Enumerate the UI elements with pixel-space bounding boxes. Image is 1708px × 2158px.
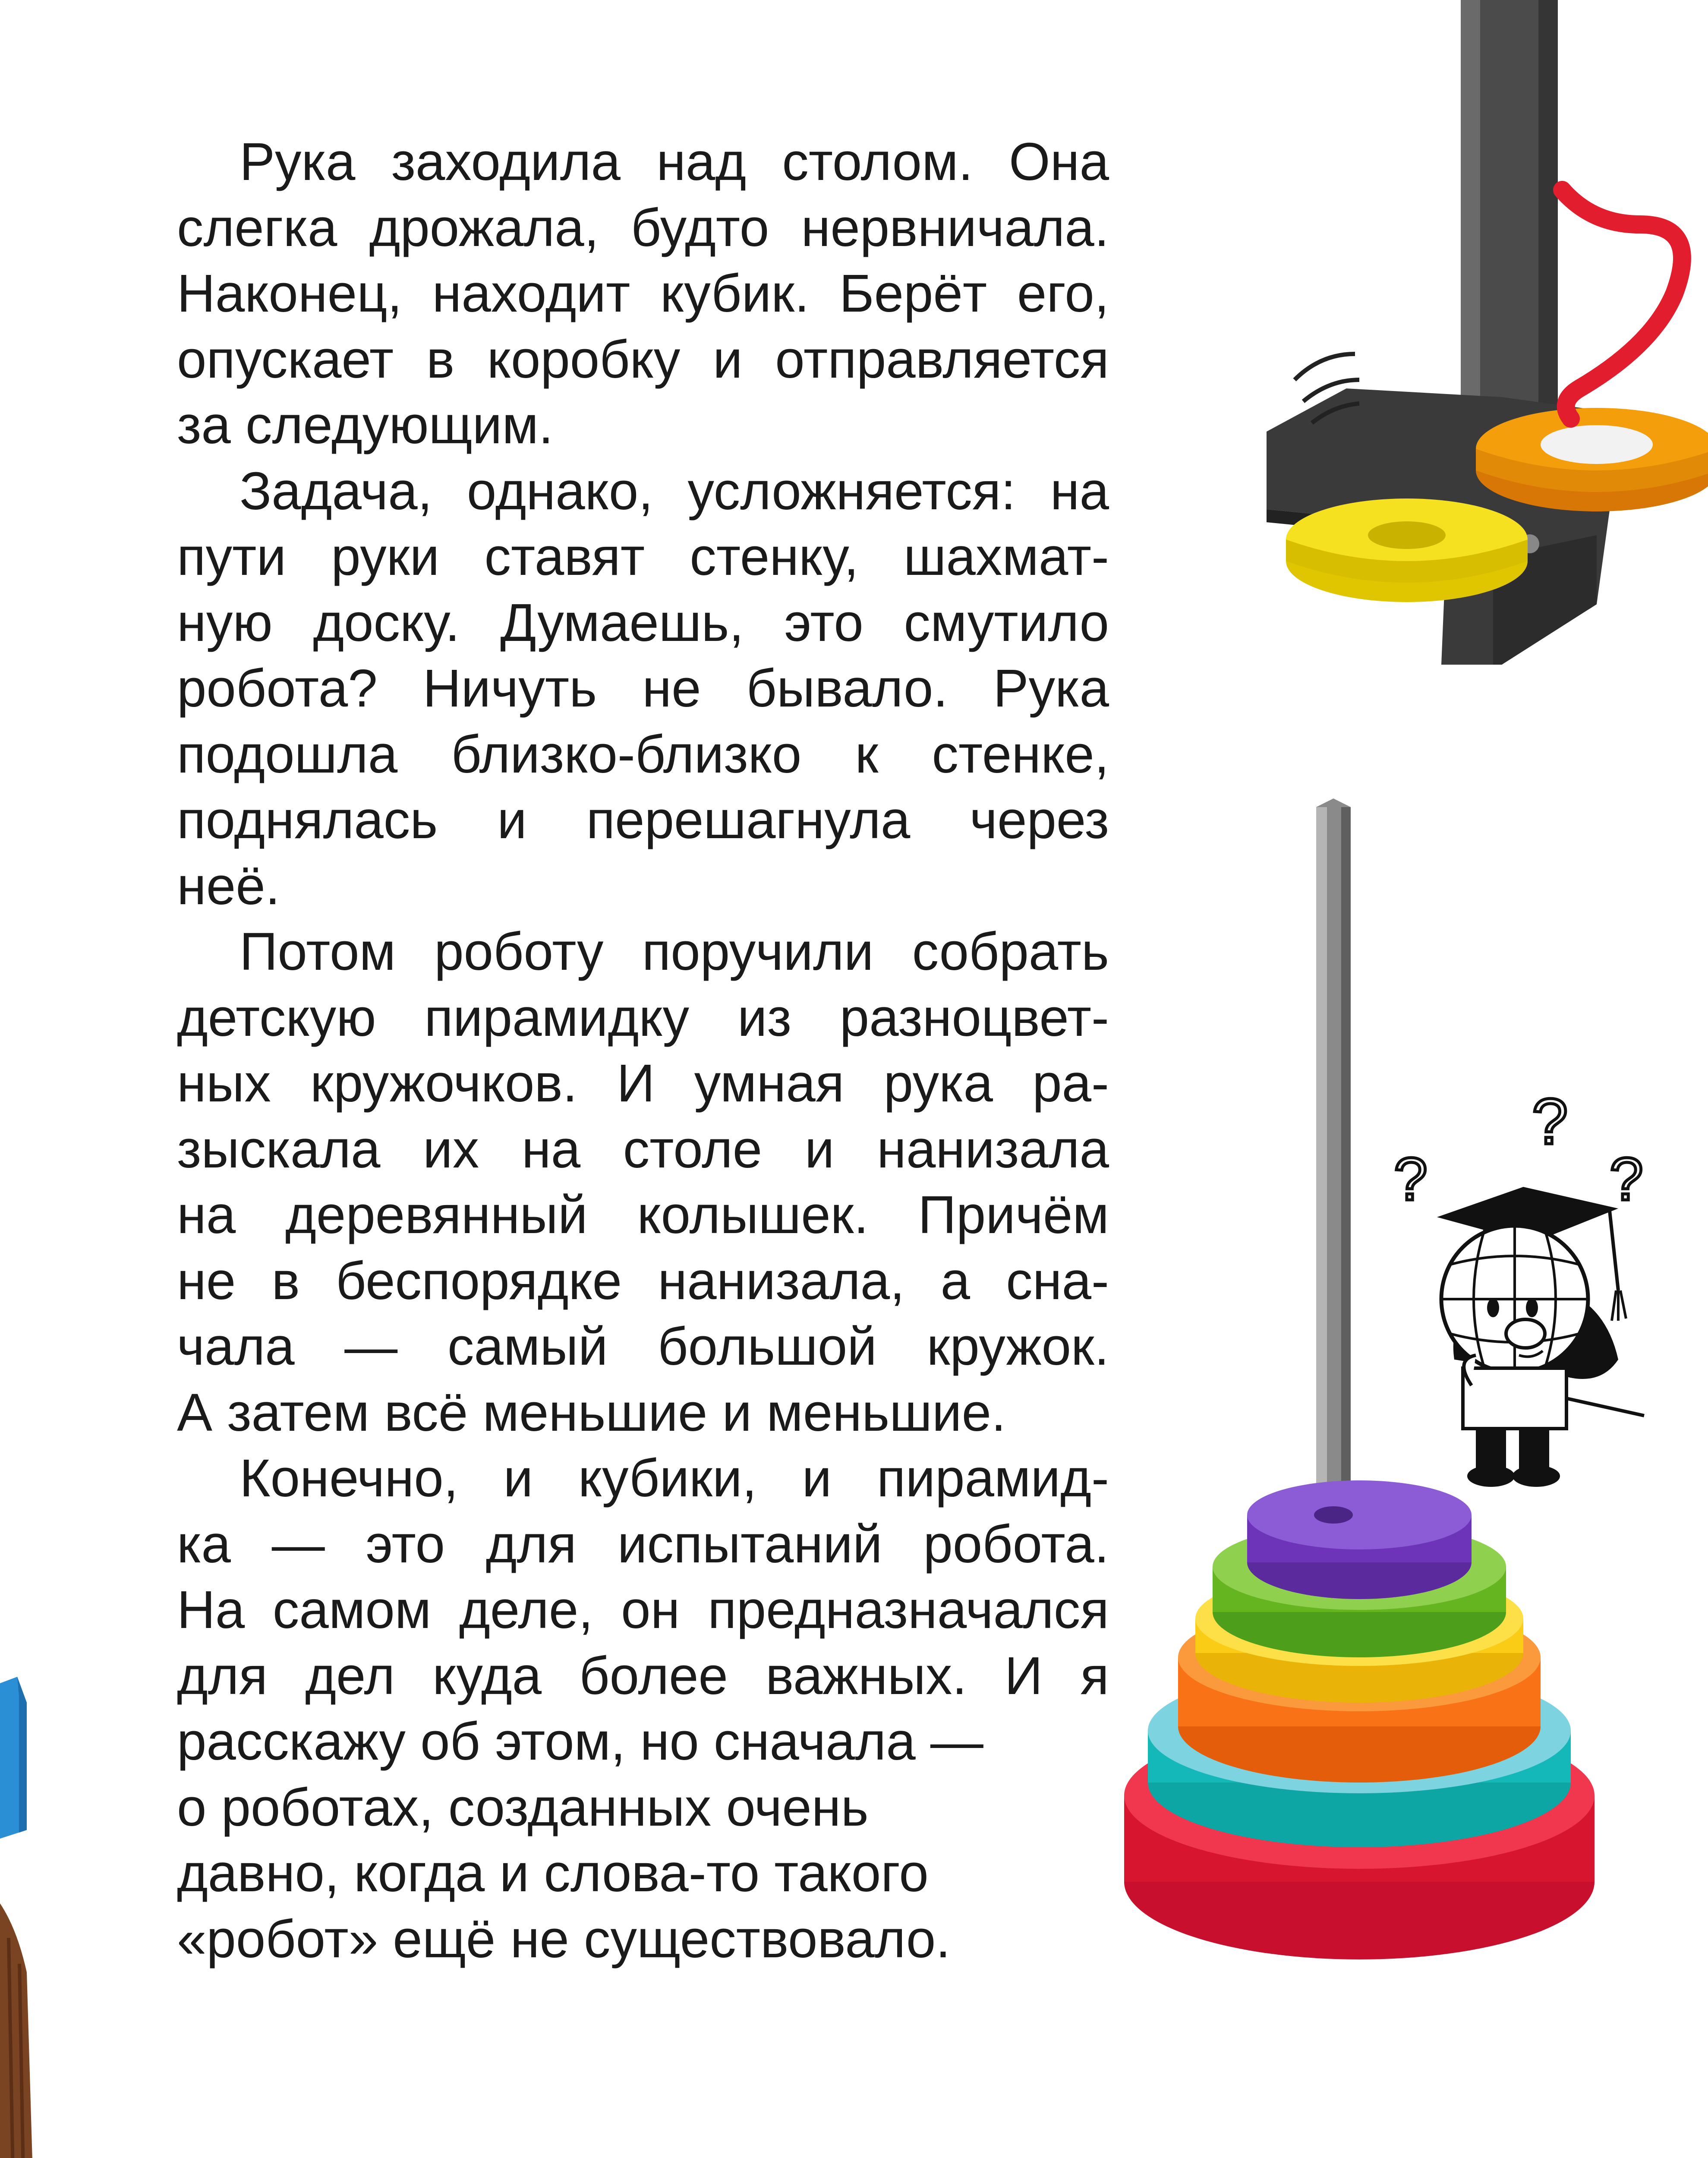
text-line: зыскала их на столе и нанизала [177, 1120, 1109, 1179]
paragraph-4 [177, 1446, 1109, 1972]
question-mark: ? [1610, 1145, 1643, 1213]
text-line: Рука заходила над столом. Она [239, 133, 1109, 192]
text-line: за следующим. [177, 396, 554, 455]
robot-claw-illustration [1165, 0, 1708, 673]
text-line: ка — это для испытаний робота. [177, 1514, 1109, 1574]
paragraph-2 [177, 459, 1109, 920]
text-line: не в беспорядке нанизала, а сна- [177, 1251, 1109, 1311]
text-line: Задача, однако, усложняется: на [239, 461, 1109, 521]
paragraph-1 [177, 129, 1109, 459]
question-mark: ? [1532, 1085, 1568, 1158]
question-mark: ? [1394, 1145, 1428, 1213]
text-line: Наконец, находит кубик. Берёт его, [177, 264, 1109, 323]
red-cable [1562, 190, 1682, 419]
brown-object [0, 1903, 33, 2158]
text-line: А затем всё меньшие и меньшие. [177, 1383, 1006, 1442]
paragraph-3 [177, 919, 1109, 1446]
text-line: расскажу об этом, но сначала — [177, 1712, 983, 1771]
text-line: ных кружочков. И умная рука ра- [177, 1054, 1109, 1113]
text-line: неё. [177, 856, 280, 916]
text-line: чала — самый большой кружок. [177, 1317, 1109, 1376]
professor-character-illustration [1377, 1057, 1679, 1489]
purple-ring [1247, 1480, 1472, 1549]
text-line: робота? Ничуть не бывало. Рука [177, 659, 1109, 718]
text-line: ную доску. Думаешь, это смутило [177, 593, 1109, 653]
text-line: пути руки ставят стенку, шахмат- [177, 527, 1109, 587]
text-line: подошла близко-близко к стенке, [177, 725, 1109, 784]
body-text [177, 129, 1109, 1972]
text-line: На самом деле, он предназначался [177, 1581, 1109, 1640]
text-line: на деревянный колышек. Причём [177, 1186, 1109, 1245]
text-line: опускает в коробку и отправляется [177, 330, 1109, 389]
text-line: слегка дрожала, будто нервничала. [177, 198, 1109, 258]
text-line: детскую пирамидку из разноцвет- [177, 988, 1109, 1047]
text-line: о роботах, созданных очень [177, 1778, 869, 1837]
text-line: давно, когда и слова-то такого [177, 1844, 929, 1903]
text-line: «робот» ещё не существовало. [177, 1909, 951, 1969]
text-line: Конечно, и кубики, и пирамид- [239, 1449, 1109, 1508]
text-line: для дел куда более важных. И я [177, 1646, 1109, 1706]
text-line: Потом роботу поручили собрать [239, 922, 1109, 981]
edge-objects-illustration [0, 1662, 52, 2158]
text-line: поднялась и перешагнула через [177, 791, 1109, 850]
